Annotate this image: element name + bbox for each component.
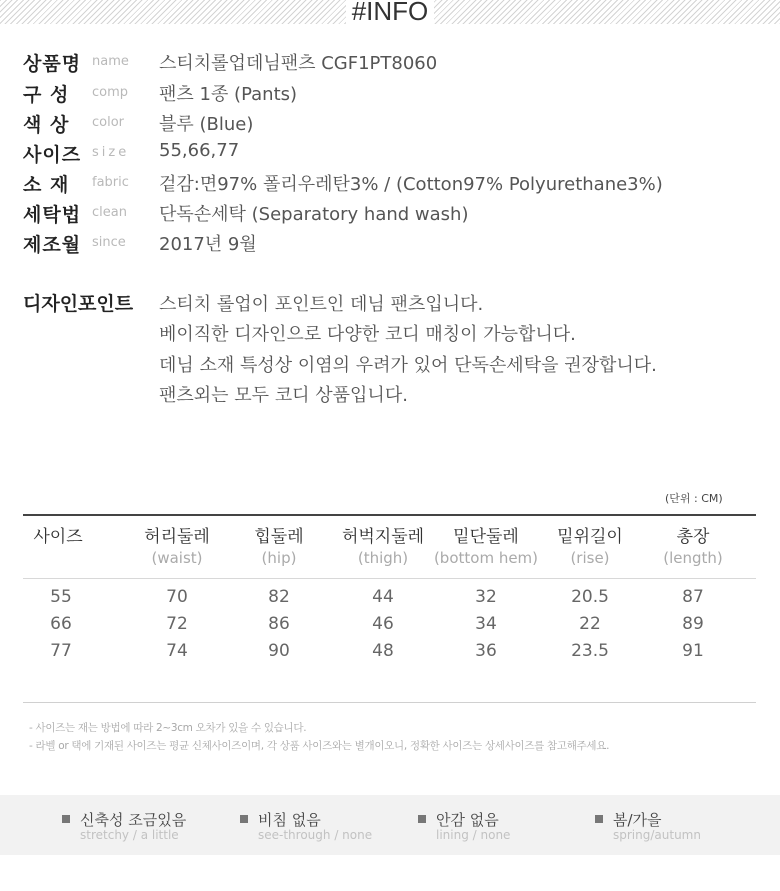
- feature-sublabel: see-through / none: [258, 828, 373, 842]
- feature-sublabel: spring/autumn: [613, 828, 701, 842]
- col-header-thigh: 허벅지둘레: [341, 527, 425, 547]
- info-label-en: since: [92, 235, 126, 250]
- info-label: 세탁법: [23, 204, 82, 226]
- size-note: - 라벨 or 택에 기재된 사이즈는 평균 신체사이즈이며, 각 상품 사이즈와는 별개이오니, 정확한 사이즈는 상세사이즈를 참고해주세요.: [29, 740, 610, 752]
- col-sub-hem: (bottom hem): [433, 549, 539, 567]
- col-sub-rise: (rise): [570, 549, 610, 567]
- info-label-en: comp: [92, 85, 129, 100]
- info-row-size: [23, 140, 763, 168]
- info-value: 겉감:면97% 폴리우레탄3% / (Cotton97% Polyurethane3%): [159, 174, 663, 195]
- info-row-name: [23, 49, 763, 77]
- feature-label: 비침 없음: [258, 811, 321, 829]
- design-point-line: 팬츠외는 모두 코디 상품입니다.: [159, 385, 408, 406]
- table-cell: 34: [475, 614, 497, 634]
- col-header-hem: 밑단둘레: [453, 527, 519, 547]
- info-value: 55,66,77: [159, 140, 240, 161]
- table-cell: 46: [372, 614, 394, 634]
- table-cell: 36: [475, 641, 497, 661]
- col-header-hip: 힙둘레: [254, 527, 304, 547]
- design-point-line: 베이직한 디자인으로 다양한 코디 매칭이 가능합니다.: [159, 324, 576, 345]
- info-value: 스티치롤업데님팬츠 CGF1PT8060: [159, 53, 438, 74]
- design-point-line: 데님 소재 특성상 이염의 우려가 있어 단독손세탁을 권장합니다.: [159, 355, 657, 376]
- info-value: 2017년 9월: [159, 234, 257, 255]
- info-title: [0, 0, 780, 27]
- col-header-rise: 밑위길이: [557, 527, 623, 547]
- table-header-rule: [23, 578, 756, 579]
- info-row-clean: [23, 200, 763, 228]
- col-sub-waist: (waist): [151, 549, 203, 567]
- info-label-en: name: [92, 54, 129, 69]
- design-point-line: 스티치 롤업이 포인트인 데님 팬츠입니다.: [159, 294, 484, 315]
- col-sub-length: (length): [663, 549, 723, 567]
- info-title-text: #INFO: [346, 0, 435, 26]
- info-label: 제조월: [23, 234, 82, 256]
- feature-label: 신축성 조금있음: [80, 811, 187, 829]
- table-cell: 20.5: [571, 587, 609, 607]
- info-row-since: [23, 230, 763, 258]
- square-bullet-icon: [62, 815, 70, 823]
- info-label: 사이즈: [23, 144, 82, 166]
- table-top-rule: [23, 514, 756, 516]
- info-row-fabric: [23, 170, 763, 198]
- feature-label: 봄/가을: [613, 811, 662, 829]
- table-cell: 89: [682, 614, 704, 634]
- table-cell: 32: [475, 587, 497, 607]
- info-label: 구 성: [23, 84, 70, 106]
- square-bullet-icon: [240, 815, 248, 823]
- table-cell: 72: [166, 614, 188, 634]
- table-bottom-rule: [23, 702, 756, 703]
- info-label-en: color: [92, 115, 125, 130]
- table-cell: 87: [682, 587, 704, 607]
- info-label: 상품명: [23, 53, 82, 75]
- info-label: 색 상: [23, 114, 70, 136]
- table-cell: 48: [372, 641, 394, 661]
- feature-label: 안감 없음: [436, 811, 499, 829]
- table-cell: 55: [50, 587, 72, 607]
- col-sub-thigh: (thigh): [357, 549, 409, 567]
- info-label-en: clean: [92, 205, 127, 220]
- table-cell: 22: [579, 614, 601, 634]
- info-value: 단독손세탁 (Separatory hand wash): [159, 204, 469, 225]
- table-cell: 44: [372, 587, 394, 607]
- design-point-label: 디자인포인트: [23, 293, 134, 315]
- col-sub-hip: (hip): [261, 549, 297, 567]
- table-cell: 66: [50, 614, 72, 634]
- table-cell: 90: [268, 641, 290, 661]
- table-cell: 77: [50, 641, 72, 661]
- col-header-length: 총장: [676, 527, 710, 547]
- info-label: 소 재: [23, 174, 70, 196]
- size-note: - 사이즈는 재는 방법에 따라 2~3cm 오차가 있을 수 있습니다.: [29, 722, 307, 734]
- table-cell: 91: [682, 641, 704, 661]
- info-value: 블루 (Blue): [159, 114, 254, 135]
- size-unit: (단위 : CM): [665, 492, 723, 505]
- table-cell: 23.5: [571, 641, 609, 661]
- info-label-en: fabric: [92, 175, 129, 190]
- square-bullet-icon: [595, 815, 603, 823]
- table-cell: 86: [268, 614, 290, 634]
- feature-sublabel: lining / none: [436, 828, 511, 842]
- col-header-size: 사이즈: [33, 527, 83, 547]
- info-row-comp: [23, 80, 763, 108]
- info-row-color: [23, 110, 763, 138]
- feature-sublabel: stretchy / a little: [80, 828, 179, 842]
- col-header-waist: 허리둘레: [144, 527, 210, 547]
- table-cell: 70: [166, 587, 188, 607]
- info-label-en: size: [92, 145, 130, 160]
- info-value: 팬츠 1종 (Pants): [159, 84, 298, 105]
- table-cell: 74: [166, 641, 188, 661]
- square-bullet-icon: [418, 815, 426, 823]
- table-cell: 82: [268, 587, 290, 607]
